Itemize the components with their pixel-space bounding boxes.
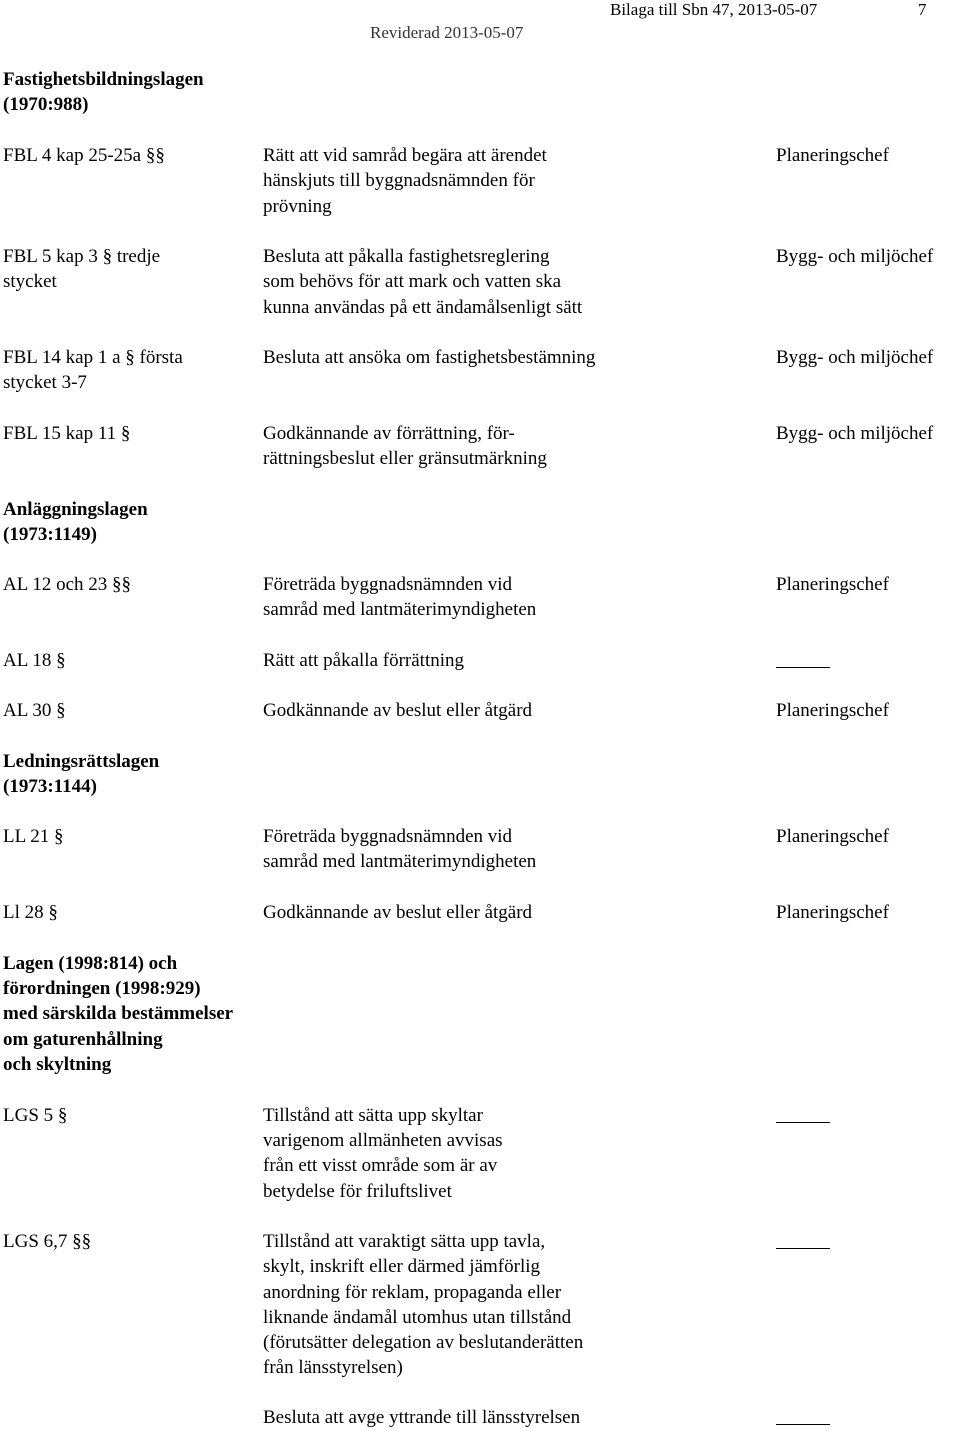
page-number: 7 [918, 0, 927, 19]
attachment-reference: Bilaga till Sbn 47, 2013-05-07 [610, 0, 818, 19]
decision-description: hänskjuts till byggnadsnämnden för [263, 170, 535, 191]
decision-description: som behövs för att mark och vatten ska [263, 271, 562, 292]
decision-description: Godkännande av beslut eller åtgärd [263, 902, 533, 923]
law-reference: AL 18 § [3, 650, 66, 671]
decision-description: Tillstånd att varaktigt sätta upp tavla, [263, 1231, 546, 1252]
section-title-line: och skyltning [3, 1054, 112, 1075]
delegate-role: Planeringschef [776, 574, 889, 595]
decision-description: samråd med lantmäterimyndigheten [263, 851, 537, 872]
decision-description: anordning för reklam, propaganda eller [263, 1282, 562, 1303]
revised-date: Reviderad 2013-05-07 [370, 23, 524, 42]
decision-description: (förutsätter delegation av beslutanderätten [263, 1332, 584, 1353]
section-title-line: Anläggningslagen [3, 499, 148, 520]
decision-description: varigenom allmänheten avvisas [263, 1130, 503, 1151]
decision-description: kunna användas på ett ändamålsenligt sätt [263, 297, 583, 318]
decision-description: liknande ändamål utomhus utan tillstånd [263, 1307, 572, 1328]
law-reference: FBL 4 kap 25-25a §§ [3, 145, 165, 166]
no-delegate-line [776, 1424, 830, 1425]
decision-description: Rätt att påkalla förrättning [263, 650, 465, 671]
section-title-line: med särskilda bestämmelser [3, 1003, 234, 1024]
law-reference: FBL 14 kap 1 a § första [3, 347, 183, 368]
decision-description: Företräda byggnadsnämnden vid [263, 826, 513, 847]
decision-description: Rätt att vid samråd begära att ärendet [263, 145, 547, 166]
no-delegate-line [776, 667, 830, 668]
section-title-line: (1970:988) [3, 94, 89, 115]
delegate-role: Bygg- och miljöchef [776, 423, 934, 444]
delegate-role: Bygg- och miljöchef [776, 246, 934, 267]
delegate-role: Planeringschef [776, 145, 889, 166]
law-reference: LGS 5 § [3, 1105, 68, 1126]
law-reference: stycket [3, 271, 57, 292]
decision-description: från länsstyrelsen) [263, 1357, 403, 1378]
decision-description: Besluta att påkalla fastighetsreglering [263, 246, 550, 267]
law-reference: LL 21 § [3, 826, 64, 847]
section-title-line: Fastighetsbildningslagen [3, 69, 204, 90]
delegate-role: Planeringschef [776, 826, 889, 847]
law-reference: FBL 15 kap 11 § [3, 423, 131, 444]
decision-description: betydelse för friluftslivet [263, 1181, 452, 1202]
section-title-line: Ledningsrättslagen [3, 751, 160, 772]
decision-description: Besluta att avge yttrande till länsstyrelsen [263, 1407, 581, 1428]
law-reference: stycket 3-7 [3, 372, 87, 393]
section-title-line: förordningen (1998:929) [3, 978, 201, 999]
law-reference: AL 12 och 23 §§ [3, 574, 132, 595]
law-reference: Ll 28 § [3, 902, 58, 923]
no-delegate-line [776, 1248, 830, 1249]
decision-description: Tillstånd att sätta upp skyltar [263, 1105, 483, 1126]
section-title-line: (1973:1144) [3, 776, 97, 797]
decision-description: Besluta att ansöka om fastighetsbestämning [263, 347, 596, 368]
section-title-line: Lagen (1998:814) och [3, 953, 178, 974]
law-reference: AL 30 § [3, 700, 66, 721]
delegate-role: Bygg- och miljöchef [776, 347, 934, 368]
no-delegate-line [776, 1122, 830, 1123]
law-reference: FBL 5 kap 3 § tredje [3, 246, 161, 267]
decision-description: samråd med lantmäterimyndigheten [263, 599, 537, 620]
section-title-line: (1973:1149) [3, 524, 97, 545]
decision-description: skylt, inskrift eller därmed jämförlig [263, 1256, 541, 1277]
delegate-role: Planeringschef [776, 700, 889, 721]
law-reference: LGS 6,7 §§ [3, 1231, 92, 1252]
section-title-line: om gaturenhållning [3, 1029, 163, 1050]
decision-description: Företräda byggnadsnämnden vid [263, 574, 513, 595]
decision-description: från ett visst område som är av [263, 1155, 498, 1176]
decision-description: Godkännande av förrättning, för- [263, 423, 515, 444]
delegate-role: Planeringschef [776, 902, 889, 923]
decision-description: Godkännande av beslut eller åtgärd [263, 700, 533, 721]
decision-description: prövning [263, 196, 332, 217]
decision-description: rättningsbeslut eller gränsutmärkning [263, 448, 547, 469]
